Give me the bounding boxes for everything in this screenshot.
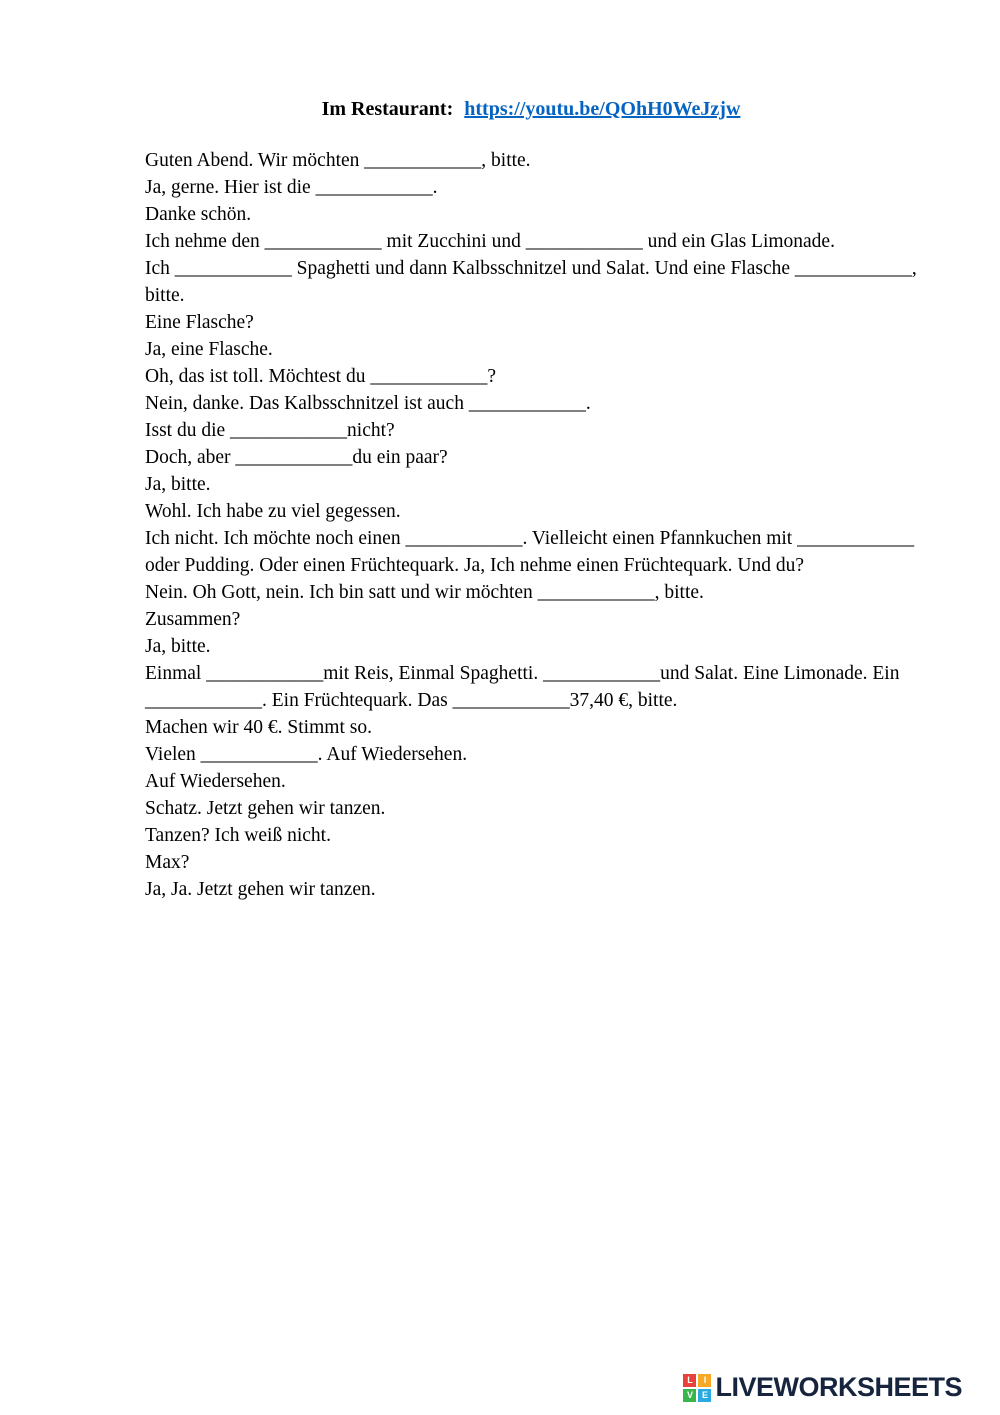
dialogue-line: Doch, aber ____________du ein paar? [145,447,448,468]
title-label: Im Restaurant: [321,98,454,120]
dialogue-line: Schatz. Jetzt gehen wir tanzen. [145,798,386,819]
dialogue-line: Ja, gerne. Hier ist die ____________. [145,177,438,198]
dialogue-line: Ja, Ja. Jetzt gehen wir tanzen. [145,879,376,900]
dialogue-line: Nein. Oh Gott, nein. Ich bin satt und wir möchten ____________, bitte. [145,582,704,603]
dialogue-line: Ja, bitte. [145,636,211,657]
dialogue-line: Wohl. Ich habe zu viel gegessen. [145,501,401,522]
dialogue-line: Auf Wiedersehen. [145,771,286,792]
dialogue-line: Ich ____________ Spaghetti und dann Kalbsschnitzel und Salat. Und eine Flasche ____________, bitte. [145,258,917,306]
dialogue-line: Max? [145,852,190,873]
liveworksheets-logo-icon [683,1374,711,1402]
youtube-link[interactable]: https://youtu.be/QOhH0WeJzjw [464,98,741,120]
dialogue-line: Ja, bitte. [145,474,211,495]
dialogue-line: Nein, danke. Das Kalbsschnitzel ist auch ____________. [145,393,591,414]
dialogue-line: Ich nehme den ____________ mit Zucchini und ____________ und ein Glas Limonade. [145,231,835,252]
dialogue-line: Einmal ____________mit Reis, Einmal Spaghetti. ____________und Salat. Eine Limonade. Ein ____________. Ein Früchtequark. Das ____________37,40 €, bitte. [145,663,900,711]
liveworksheets-footer [683,1372,962,1403]
logo-square-i: I [698,1374,711,1387]
dialogue-line: Vielen ____________. Auf Wiedersehen. [145,744,468,765]
dialogue-line: Zusammen? [145,609,241,630]
dialogue-line: Guten Abend. Wir möchten ____________, bitte. [145,150,531,171]
dialogue-line: Ja, eine Flasche. [145,339,273,360]
dialogue-line: Machen wir 40 €. Stimmt so. [145,717,372,738]
dialogue-line: Oh, das ist toll. Möchtest du ____________? [145,366,496,387]
dialogue-line: Eine Flasche? [145,312,254,333]
logo-square-e: E [698,1389,711,1402]
logo-square-v: V [683,1389,696,1402]
worksheet-title [145,98,917,121]
liveworksheets-wordmark: LIVEWORKSHEETS [715,1372,962,1402]
dialogue-line: Isst du die ____________nicht? [145,420,395,441]
worksheet-page [145,98,917,903]
dialogue-line: Danke schön. [145,204,252,225]
dialogue-line: Ich nicht. Ich möchte noch einen ____________. Vielleicht einen Pfannkuchen mit ____________ oder Pudding. Oder einen Früchtequark. Ja, Ich nehme einen Früchtequark. Und du? [145,528,915,576]
dialogue-text [145,147,917,903]
logo-square-l: L [683,1374,696,1387]
dialogue-line: Tanzen? Ich weiß nicht. [145,825,331,846]
